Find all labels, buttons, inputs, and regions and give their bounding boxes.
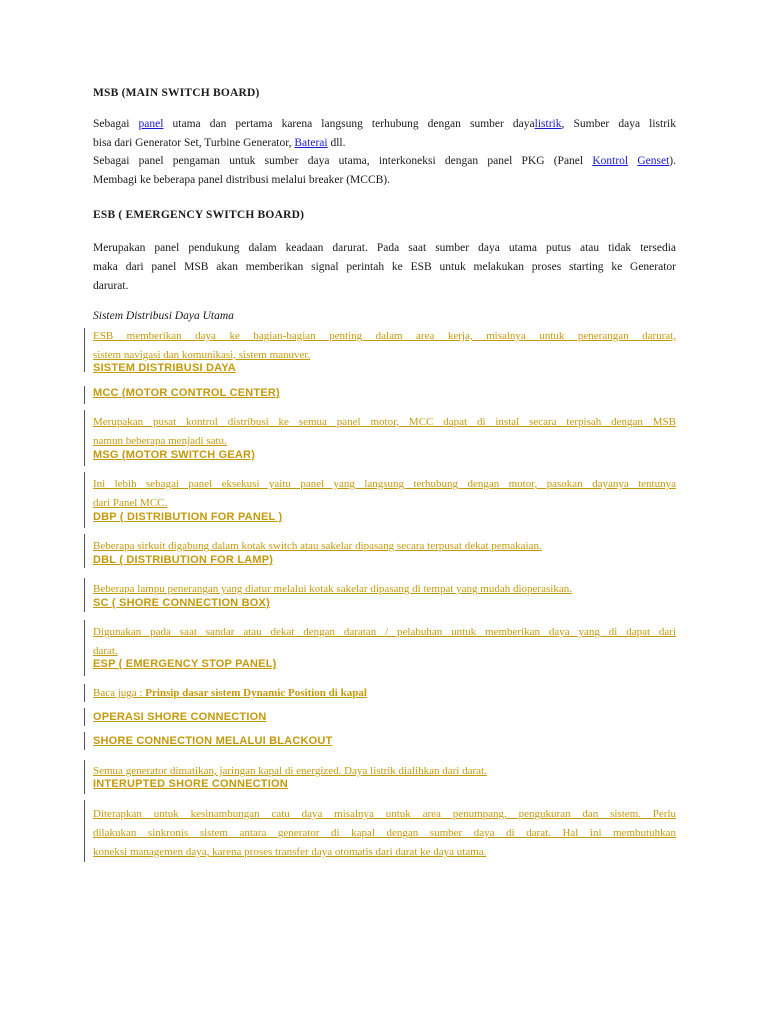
- change-bar: [84, 534, 85, 568]
- change-bar: [84, 732, 85, 750]
- change-bar: [84, 620, 85, 676]
- msg-heading: MSG (MOTOR SWITCH GEAR): [93, 449, 256, 461]
- baca-juga-line: Baca juga : Prinsip dasar sistem Dynamic Position di kapal: [93, 687, 367, 699]
- blackout-description: Semua generator dimatikan, jaringan kapal di energized. Daya listrik dialihkan dari darat.: [93, 765, 487, 777]
- panel-link[interactable]: panel: [138, 118, 164, 130]
- mcc-heading: MCC (MOTOR CONTROL CENTER): [93, 387, 280, 399]
- esb-description-line-1: ESB memberikan daya ke bagian-bagian penting dalam area kerja, misalnya untuk penerangan darurat,: [93, 330, 676, 342]
- esp-heading: ESP ( EMERGENCY STOP PANEL): [93, 658, 277, 670]
- change-bar: [84, 800, 85, 862]
- dbp-description: Beberapa sirkuit digabung dalam kotak switch atau sakelar dipasang secara terpusat dekat pemakaian.: [93, 540, 542, 552]
- blackout-heading: SHORE CONNECTION MELALUI BLACKOUT: [93, 735, 333, 747]
- change-bar: [84, 386, 85, 404]
- change-bar: [84, 328, 85, 372]
- change-bar: [84, 578, 85, 612]
- msb-heading: MSB (MAIN SWITCH BOARD): [93, 87, 260, 99]
- listrik-link[interactable]: listrik: [534, 118, 562, 130]
- baterai-link[interactable]: Baterai: [294, 137, 328, 149]
- change-bar: [84, 472, 85, 528]
- dbl-description: Beberapa lampu penerangan yang diatur melalui kotak sakelar dipasang di tempat yang mudah dioperasikan.: [93, 583, 572, 595]
- esb-description-line-2: sistem navigasi dan komunikasi, sistem manuver.: [93, 349, 311, 361]
- mcc-description-line-2: namun beberapa menjadi satu.: [93, 435, 227, 447]
- figure-caption: Sistem Distribusi Daya Utama: [93, 310, 234, 322]
- sistem-distribusi-heading: SISTEM DISTRIBUSI DAYA: [93, 362, 236, 374]
- dbp-heading: DBP ( DISTRIBUTION FOR PANEL ): [93, 511, 283, 523]
- esb-line-2: maka dari panel MSB akan memberikan signal perintah ke ESB untuk melakukan proses starting ke Generator: [93, 261, 676, 273]
- interupted-description-line-3: koneksi managemen daya, karena proses transfer daya otomatis dari darat ke daya utama.: [93, 846, 487, 858]
- operasi-shore-connection-heading: OPERASI SHORE CONNECTION: [93, 711, 267, 723]
- msb-paragraph-2-line-2: Membagi ke beberapa panel distribusi melalui breaker (MCCB).: [93, 174, 390, 186]
- interupted-description-line-1: Diterapkan untuk kesinambungan catu daya misalnya untuk area penumpang, pengukuran dan sistem. Perlu: [93, 808, 676, 820]
- change-bar: [84, 684, 85, 702]
- esb-heading: ESB ( EMERGENCY SWITCH BOARD): [93, 209, 305, 221]
- interupted-description-line-2: dilakukan sinkronis sistem antara generator di kapal dengan sumber daya di darat. Hal ini membutuhkan: [93, 827, 676, 839]
- sc-heading: SC ( SHORE CONNECTION BOX): [93, 597, 270, 609]
- msg-description-line-1: Ini lebih sebagai panel eksekusi yaitu panel yang langsung terhubung dengan motor, pasokan dayanya tentunya: [93, 478, 676, 490]
- change-bar: [84, 708, 85, 726]
- change-bar: [84, 760, 85, 794]
- msb-paragraph-1-line-1: Sebagai panel utama dan pertama karena langsung terhubung dengan sumber dayalistrik, Sumber daya listrik: [93, 118, 676, 130]
- interupted-shore-connection-heading: INTERUPTED SHORE CONNECTION: [93, 778, 288, 790]
- esb-line-1: Merupakan panel pendukung dalam keadaan darurat. Pada saat sumber daya utama putus atau tidak tersedia: [93, 242, 676, 254]
- mcc-description-line-1: Merupakan pusat kontrol distribusi ke semua panel motor, MCC dapat di instal secara terpisah dengan MSB: [93, 416, 676, 428]
- dbl-heading: DBL ( DISTRIBUTION FOR LAMP): [93, 554, 274, 566]
- genset-link[interactable]: Genset: [637, 155, 670, 167]
- change-bar: [84, 410, 85, 466]
- msb-paragraph-1-line-2: bisa dari Generator Set, Turbine Generator, Baterai dll.: [93, 137, 346, 149]
- msb-paragraph-2-line-1: Sebagai panel pengaman untuk sumber daya utama, interkoneksi dengan panel PKG (Panel Kontrol Genset).: [93, 155, 676, 167]
- sc-description-line-1: Digunakan pada saat sandar atau dekat dengan daratan / pelabuhan untuk memberikan daya yang di dapat dari: [93, 626, 676, 638]
- sc-description-line-2: darat.: [93, 645, 118, 657]
- kontrol-link[interactable]: Kontrol: [592, 155, 629, 167]
- msg-description-line-2: dari Panel MCC.: [93, 497, 168, 509]
- esb-line-3: darurat.: [93, 280, 129, 292]
- dynamic-position-link[interactable]: Prinsip dasar sistem Dynamic Position di kapal: [145, 687, 367, 699]
